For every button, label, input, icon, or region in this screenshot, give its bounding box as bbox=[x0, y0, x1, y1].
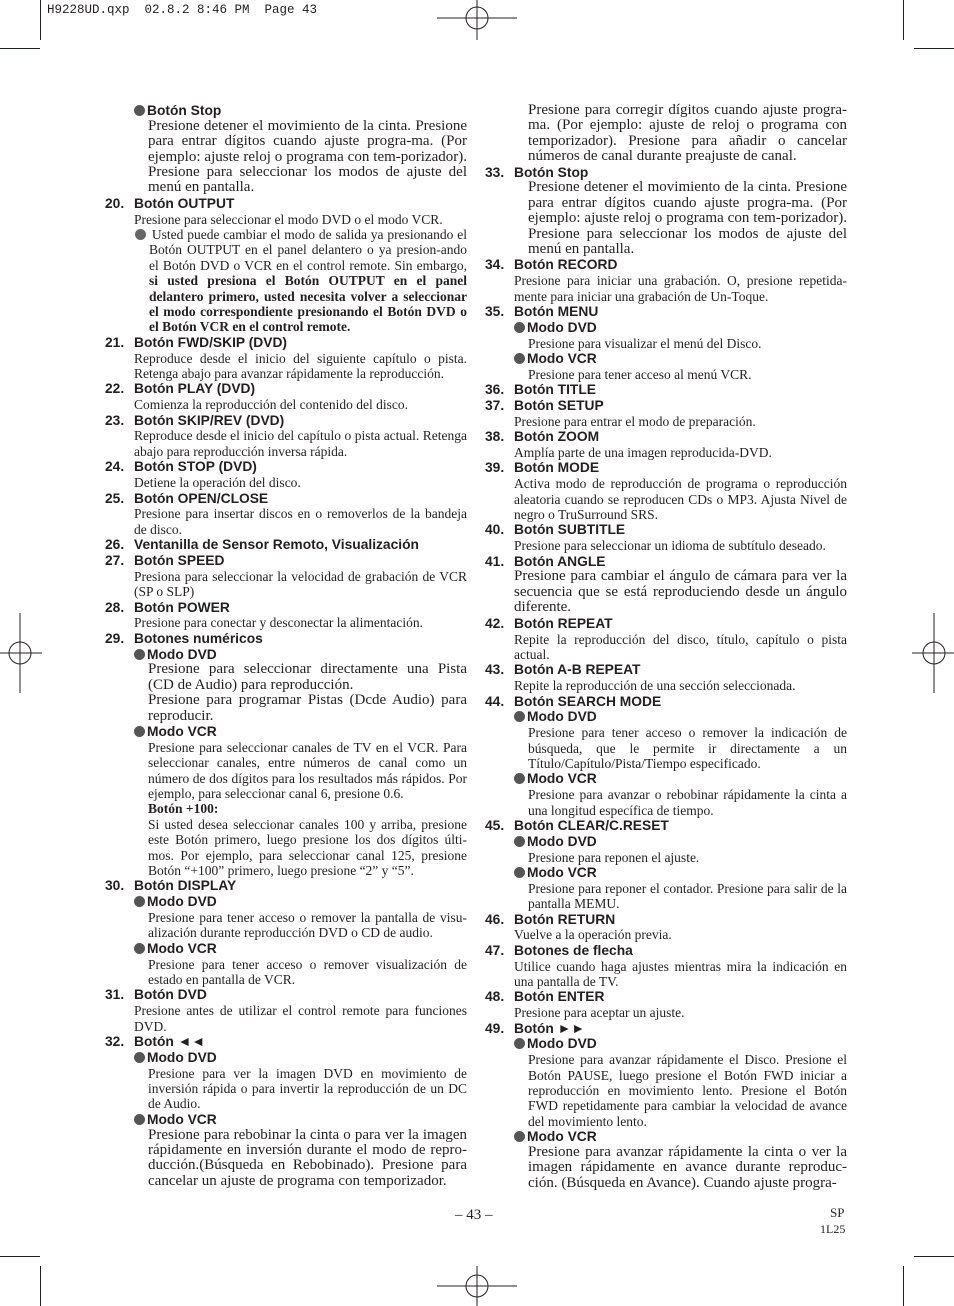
item-35 bbox=[485, 304, 847, 382]
item-heading: 43. Botón A-B REPEAT bbox=[485, 662, 641, 678]
item-heading: 49. Botón ►► bbox=[485, 1020, 585, 1036]
item-heading: 32. Botón ◄◄ bbox=[105, 1034, 205, 1050]
page-number: – 43 – bbox=[455, 1207, 493, 1223]
item-46 bbox=[485, 912, 847, 943]
item-heading: 41. Botón ANGLE bbox=[485, 553, 606, 569]
item-25 bbox=[105, 491, 467, 538]
registration-mark-icon bbox=[437, 0, 517, 40]
item-heading: 40. Botón SUBTITLE bbox=[485, 522, 626, 538]
item-49 bbox=[485, 1021, 847, 1192]
item-text: Presione para aceptar un ajuste. bbox=[514, 1005, 685, 1021]
item-text: Presione antes de utilizar el control remote para funciones DVD. bbox=[134, 1003, 467, 1034]
bullet-icon bbox=[514, 711, 525, 722]
item-40 bbox=[485, 522, 847, 553]
right-column bbox=[485, 103, 847, 1191]
item-heading: 22. Botón PLAY (DVD) bbox=[105, 381, 256, 397]
item-text: Presione para entrar el modo de preparación. bbox=[514, 413, 756, 429]
mode-vcr-label: Modo VCR bbox=[105, 724, 467, 740]
item-28 bbox=[105, 600, 467, 631]
item-text: Presione detener el movimiento de la cinta. Presione para entrar dígitos cuando ajuste progra-ma. (Por ejemplo: ajuste reloj o programa con tem-porizador). Presione para seleccionar los modos de ajuste del menú en pantalla. bbox=[148, 117, 467, 196]
mode-dvd-label: Modo DVD bbox=[105, 1050, 467, 1066]
item-text: Presione para tener acceso al menú VCR. bbox=[528, 366, 752, 382]
bullet-icon bbox=[134, 1114, 145, 1125]
item-text: Activa modo de reproducción de programa o reproducción aleatoria cuando se reproducen CDs o MP3. Ajusta Nivel de negro o TruSurround SRS. bbox=[514, 476, 847, 523]
item-text: Comienza la reproducción del contenido del disco. bbox=[134, 397, 409, 413]
item-text: Presione para rebobinar la cinta o para ver la imagen rápidamente en inversión durante el modo de repro-ducción.(Búsqueda en Rebobinado). Presione para cancelar un ajuste de programa con temporizador. bbox=[148, 1126, 467, 1189]
item-21 bbox=[105, 335, 467, 382]
item-text: Reproduce desde el inicio del siguiente capítulo o pista. Retenga abajo para avanzar rápidamente la reproducción. bbox=[134, 350, 467, 382]
registration-mark-icon bbox=[0, 613, 42, 693]
item-text: Vuelve a la operación previa. bbox=[514, 927, 672, 943]
item-text: Presione para seleccionar directamente una Pista (CD de Audio) para reproducción. bbox=[148, 661, 467, 693]
bullet-icon bbox=[514, 867, 525, 878]
mode-vcr-label: Modo VCR bbox=[105, 941, 467, 957]
item-text: Presione para tener acceso o remover la pantalla de visu-alización durante reproducción DVD o CD de audio. bbox=[148, 909, 467, 941]
mode-dvd-label: Modo DVD bbox=[485, 1036, 847, 1052]
item-heading: 33. Botón Stop bbox=[485, 164, 589, 180]
item-36 bbox=[485, 382, 847, 398]
item-31 bbox=[105, 987, 467, 1034]
item-text: Presione para avanzar o rebobinar rápidamente la cinta a una longitud específica de tiempo. bbox=[528, 787, 847, 818]
item-text: Presione para iniciar una grabación. O, presione repetida-mente para iniciar una grabación de Un-Toque. bbox=[514, 273, 847, 304]
item-heading: 21. Botón FWD/SKIP (DVD) bbox=[105, 334, 288, 350]
item-37 bbox=[485, 398, 847, 429]
item-text: Presione para tener acceso o remover visualización de estado en pantalla de VCR. bbox=[148, 956, 467, 987]
item-heading: 34. Botón RECORD bbox=[485, 257, 618, 273]
item-text: Repite la reproducción de una sección seleccionada. bbox=[514, 678, 796, 694]
item-text: Presione para reponer el contador. Presione para salir de la pantalla MEMU. bbox=[528, 880, 847, 912]
bullet-icon bbox=[514, 773, 525, 784]
item-heading: 38. Botón ZOOM bbox=[485, 429, 600, 445]
bullet-icon bbox=[514, 322, 525, 333]
continued-text: Presione para corregir dígitos cuando ajuste progra-ma. (Por ejemplo: ajuste de reloj o programa con temporizador). Presione para añadir o cancelar números de canal durante preajuste de canal. bbox=[528, 102, 847, 165]
document-code: 1L25 bbox=[820, 1222, 846, 1236]
item-heading: 23. Botón SKIP/REV (DVD) bbox=[105, 412, 285, 428]
item-39 bbox=[485, 460, 847, 522]
mode-vcr-label: Modo VCR bbox=[485, 351, 847, 367]
item-heading: 44. Botón SEARCH MODE bbox=[485, 693, 662, 709]
bullet-icon bbox=[134, 896, 145, 907]
mode-vcr-label: Modo VCR bbox=[485, 1129, 847, 1145]
item-20 bbox=[105, 196, 467, 335]
item-48 bbox=[485, 989, 847, 1020]
item-text: Presione para seleccionar un idioma de subtítulo deseado. bbox=[514, 538, 826, 554]
crop-mark bbox=[0, 1256, 40, 1257]
mode-dvd-label: Modo DVD bbox=[485, 709, 847, 725]
item-text: Presione para insertar discos en o removerlos de la bandeja de disco. bbox=[134, 506, 467, 537]
item-heading: 25. Botón OPEN/CLOSE bbox=[105, 490, 269, 506]
item-44 bbox=[485, 694, 847, 818]
item-heading: 48. Botón ENTER bbox=[485, 989, 605, 1005]
item-stop-top bbox=[105, 103, 467, 196]
item-26 bbox=[105, 537, 467, 553]
item-text: Presione para visualizar el menú del Disco. bbox=[528, 335, 762, 351]
mode-vcr-label: Modo VCR bbox=[105, 1112, 467, 1128]
item-heading: 45. Botón CLEAR/C.RESET bbox=[485, 817, 669, 833]
bullet-icon bbox=[514, 836, 525, 847]
item-text: Utilice cuando haga ajustes mientras mira la indicación en una pantalla de TV. bbox=[514, 958, 847, 989]
item-heading: 20. Botón OUTPUT bbox=[105, 195, 235, 211]
item-34 bbox=[485, 257, 847, 304]
item-text: Presione para avanzar rápidamente el Disco. Presione el Botón PAUSE, luego presione el Botón FWD iniciar a reproducción en movimiento lento. Presione el Botón FWD repetidamente para cambiar la velocidad de avance del movimiento lento. bbox=[528, 1052, 847, 1129]
bullet-icon bbox=[514, 1038, 525, 1049]
item-heading: 29. Botones numéricos bbox=[105, 630, 263, 646]
item-text: Presione para programar Pistas (Dcde Audio) para reproducir. bbox=[148, 692, 467, 724]
item-41 bbox=[485, 554, 847, 616]
item-text: Presione para reponen el ajuste. bbox=[528, 849, 700, 865]
crop-mark bbox=[40, 0, 41, 40]
item-text: Si usted desea seleccionar canales 100 y arriba, presione este Botón primero, luego presione los dos dígitos últi-mos. Por ejemplo, para seleccionar canal 125, presione Botón “+100” primero, luego presione “2” y “5”. bbox=[148, 816, 467, 878]
crop-mark bbox=[914, 1256, 954, 1257]
item-text: Presione para conectar y desconectar la alimentación. bbox=[134, 615, 423, 631]
language-code: SP bbox=[830, 1205, 845, 1220]
item-heading: 30. Botón DISPLAY bbox=[105, 878, 237, 894]
item-heading: 36. Botón TITLE bbox=[485, 382, 596, 398]
crop-mark bbox=[914, 48, 954, 49]
item-text: Presione para cambiar el ángulo de cámara para ver la secuencia que se está reproduciendo desde un ángulo diferente. bbox=[514, 568, 847, 616]
registration-mark-icon bbox=[437, 1266, 517, 1306]
mode-vcr-label: Modo VCR bbox=[485, 771, 847, 787]
crop-mark bbox=[903, 0, 904, 40]
item-heading: 24. Botón STOP (DVD) bbox=[105, 459, 257, 475]
plus100-label: Botón +100: bbox=[148, 801, 219, 817]
item-32 bbox=[105, 1034, 467, 1189]
item-text: Presione para seleccionar el modo DVD o el modo VCR. bbox=[134, 211, 443, 227]
bullet-icon bbox=[134, 943, 145, 954]
bullet-icon bbox=[514, 353, 525, 364]
bullet-icon bbox=[134, 1052, 145, 1063]
item-text: Presione detener el movimiento de la cinta. Presione para entrar dígitos cuando ajuste progra-ma. (Por ejemplo: ajuste reloj o programa con tem-porizador). Presione para seleccionar los modos de ajuste del menú en pantalla. bbox=[528, 179, 847, 258]
item-text: Detiene la operación del disco. bbox=[134, 475, 301, 491]
item-heading: Botón Stop bbox=[105, 103, 467, 119]
item-heading: 47. Botones de flecha bbox=[485, 942, 633, 958]
bullet-icon bbox=[514, 1131, 525, 1142]
bullet-icon bbox=[134, 649, 145, 660]
mode-dvd-label: Modo DVD bbox=[105, 647, 467, 663]
item-text: Presiona para seleccionar la velocidad de grabación de VCR (SP o SLP) bbox=[134, 568, 467, 600]
item-47 bbox=[485, 943, 847, 990]
item-22 bbox=[105, 381, 467, 412]
bullet-icon bbox=[134, 105, 145, 116]
item-heading: 37. Botón SETUP bbox=[485, 398, 604, 414]
item-33 bbox=[485, 165, 847, 258]
registration-mark-icon bbox=[912, 613, 954, 693]
bullet-icon bbox=[134, 726, 145, 737]
item-heading: 28. Botón POWER bbox=[105, 599, 230, 615]
mode-dvd-label: Modo DVD bbox=[485, 320, 847, 336]
item-24 bbox=[105, 459, 467, 490]
item-text: Amplía parte de una imagen reproducida-DVD. bbox=[514, 445, 772, 461]
item-text: Repite la reproducción del disco, título, capítulo o pista actual. bbox=[514, 631, 847, 662]
item-30 bbox=[105, 878, 467, 987]
item-43 bbox=[485, 662, 847, 693]
item-heading: 42. Botón REPEAT bbox=[485, 615, 613, 631]
item-42 bbox=[485, 616, 847, 663]
item-note: Usted puede cambiar el modo de salida ya presionando el Botón OUTPUT en el panel delantero o ya presion-ando el Botón DVD o VCR en el control remote. Sin embargo, si usted presiona el Botón OUTPUT en el panel delantero primero, usted necesita volver a seleccionar el modo correspondiente presionando el Botón DVD o el Botón VCR en el control remote. bbox=[105, 227, 467, 335]
item-29 bbox=[105, 631, 467, 879]
item-heading: 46. Botón RETURN bbox=[485, 911, 616, 927]
item-heading: 39. Botón MODE bbox=[485, 460, 600, 476]
item-45 bbox=[485, 818, 847, 912]
left-column bbox=[105, 103, 467, 1189]
item-heading: 26. Ventanilla de Sensor Remoto, Visualización bbox=[105, 537, 419, 553]
file-slug: H9228UD.qxp 02.8.2 8:46 PM Page 43 bbox=[47, 3, 318, 17]
mode-vcr-label: Modo VCR bbox=[485, 865, 847, 881]
item-text: Presione para avanzar rápidamente la cinta o ver la imagen rápidamente en avance durante reproduc-ción. (Búsqueda en Avance). Cuando ajuste progra- bbox=[528, 1143, 847, 1191]
item-heading: 27. Botón SPEED bbox=[105, 552, 225, 568]
crop-mark bbox=[0, 48, 40, 49]
mode-dvd-label: Modo DVD bbox=[485, 834, 847, 850]
item-heading: 35. Botón MENU bbox=[485, 304, 599, 320]
item-38 bbox=[485, 429, 847, 460]
crop-mark bbox=[903, 1266, 904, 1306]
item-heading: 31. Botón DVD bbox=[105, 987, 207, 1003]
item-23 bbox=[105, 413, 467, 460]
item-text: Presione para tener acceso o remover la indicación de búsqueda, que le permite ir directamente a un Título/Capítulo/Pista/Tiempo especificado. bbox=[528, 725, 847, 771]
item-27 bbox=[105, 553, 467, 600]
item-text: Presione para seleccionar canales de TV en el VCR. Para seleccionar canales, entre números de canal como un número de dos dígitos para los resultados más rápidos. Por ejemplo, para seleccionar canal 6, presione 0.6. bbox=[148, 739, 467, 801]
item-text: Reproduce desde el inicio del capítulo o pista actual. Retenga abajo para reproducción inversa rápida. bbox=[134, 428, 467, 459]
item-text: Presione para ver la imagen DVD en movimiento de inversión rápida o para invertir la reproducción de un DC de Audio. bbox=[148, 1065, 467, 1112]
mode-dvd-label: Modo DVD bbox=[105, 894, 467, 910]
crop-mark bbox=[40, 1266, 41, 1306]
bullet-icon bbox=[135, 229, 146, 240]
